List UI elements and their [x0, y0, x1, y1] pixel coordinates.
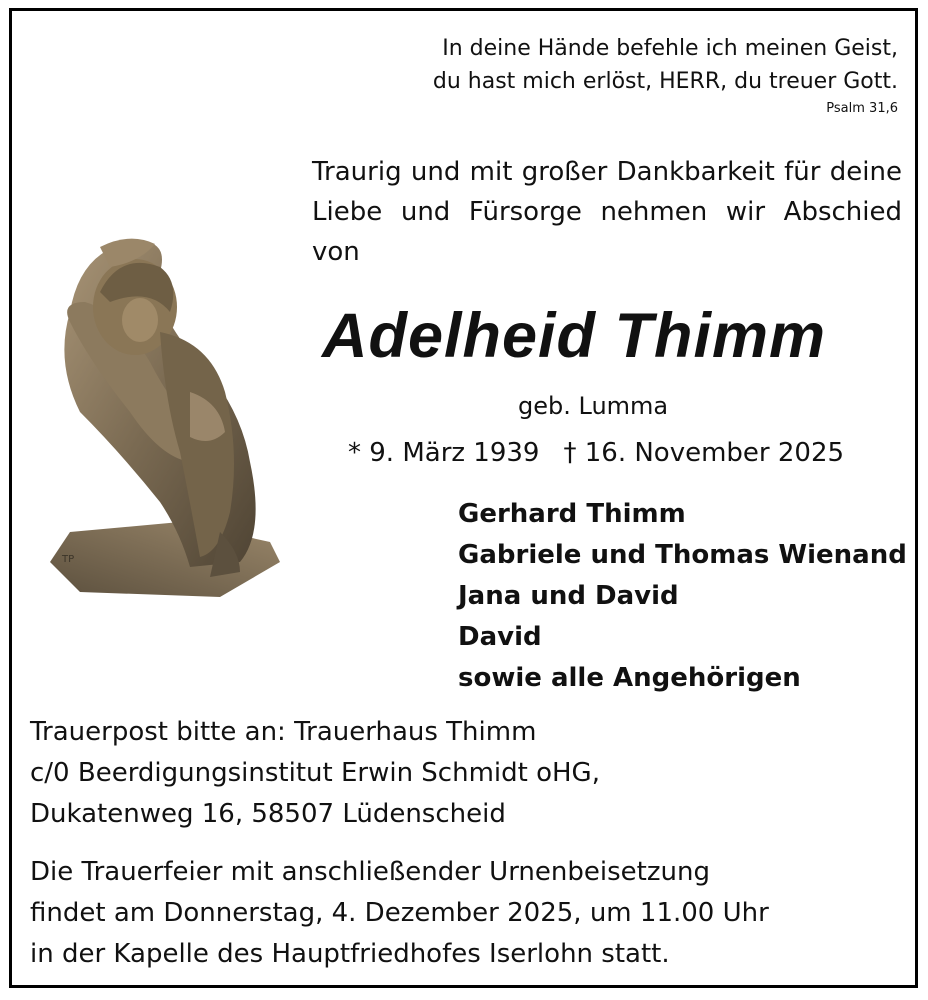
address-line-2: c/0 Beerdigungsinstitut Erwin Schmidt oHG, [30, 758, 600, 788]
bible-verse [433, 32, 898, 98]
deceased-name: Adelheid Thimm [322, 301, 827, 371]
sculpture-image [40, 232, 290, 602]
mourners-list [458, 494, 907, 699]
address-line-3: Dukatenweg 16, 58507 Lüdenscheid [30, 799, 506, 829]
service-info [30, 852, 769, 975]
service-line-2: findet am Donnerstag, 4. Dezember 2025, um 11.00 Uhr [30, 898, 769, 928]
birth-name: geb. Lumma [518, 392, 669, 420]
service-line-3: in der Kapelle des Hauptfriedhofes Iserlohn statt. [30, 939, 670, 969]
mail-address [30, 712, 600, 835]
mourner-4: David [458, 622, 542, 652]
verse-line-2: du hast mich erlöst, HERR, du treuer Gott. [432, 69, 898, 94]
service-line-1: Die Trauerfeier mit anschließender Urnenbeisetzung [30, 857, 710, 887]
life-dates [348, 438, 844, 468]
mourner-1: Gerhard Thimm [458, 499, 686, 529]
intro-text: Traurig und mit großer Dankbarkeit für deine Liebe und Fürsorge nehmen wir Abschied von [312, 157, 902, 267]
artist-mark: TP [62, 554, 75, 565]
address-line-1: Trauerpost bitte an: Trauerhaus Thimm [30, 717, 537, 747]
mourner-3: Jana und David [458, 581, 679, 611]
verse-line-1: In deine Hände befehle ich meinen Geist, [442, 36, 898, 61]
mourner-5: sowie alle Angehörigen [458, 663, 801, 693]
mourner-2: Gabriele und Thomas Wienand [458, 540, 907, 570]
death-date: † 16. November 2025 [563, 438, 845, 468]
birth-date: * 9. März 1939 [348, 438, 540, 468]
verse-reference: Psalm 31,6 [826, 101, 898, 116]
